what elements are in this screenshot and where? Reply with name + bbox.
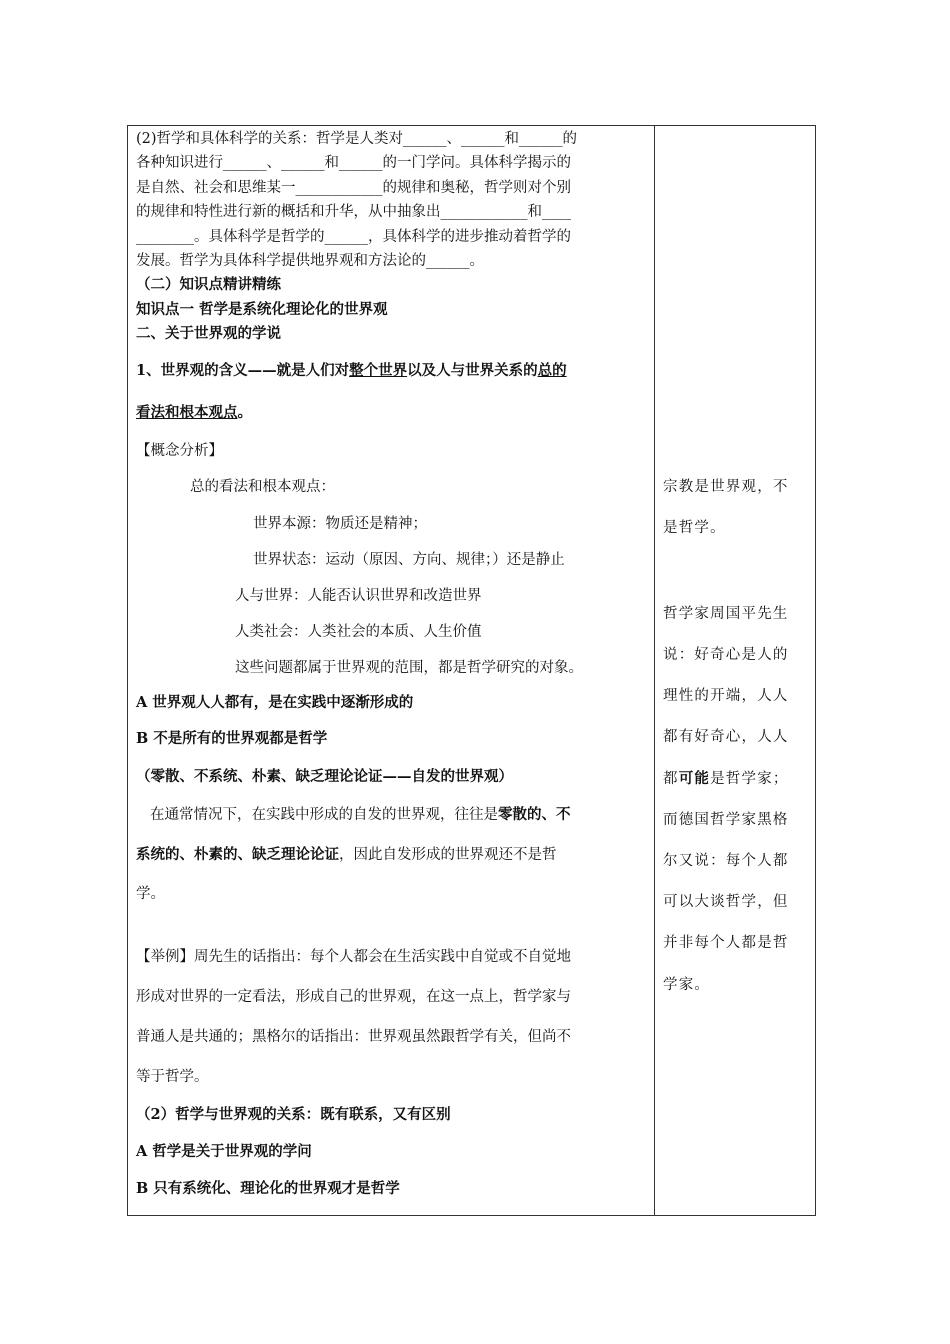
definition-underline: 看法和根本观点 — [136, 404, 238, 421]
side-note-line: 而德国哲学家黑格 — [663, 812, 789, 828]
relation-title: （2）哲学与世界观的关系：既有联系，又有区别 — [136, 1106, 451, 1123]
side-note-line: 是哲学。 — [663, 520, 726, 536]
knowledge-point-heading: 知识点一 哲学是系统化理论化的世界观 — [136, 301, 388, 318]
text-line: 是自然、社会和思维某一____________的规律和奥秘，哲学则对个别 — [136, 180, 571, 196]
paragraph-line — [136, 846, 557, 864]
paragraph-line — [150, 806, 571, 824]
side-note-line: 都有好奇心，人人 — [663, 729, 789, 745]
example-line: 普通人是共通的；黑格尔的话指出：世界观虽然跟哲学有关，但尚不 — [136, 1029, 571, 1045]
definition-line — [136, 404, 252, 422]
paragraph-bold: 零散的、不 — [498, 806, 571, 823]
side-note-line: 并非每个人都是哲 — [663, 935, 789, 951]
point-a: A 世界观人人都有，是在实践中逐渐形成的 — [136, 694, 414, 711]
definition-underline: 总的 — [537, 362, 567, 379]
definition-text: 。 — [237, 404, 252, 421]
side-note-text: 是哲学家； — [710, 771, 789, 787]
side-note-line: 理性的开端，人人 — [663, 688, 789, 704]
relation-b: B 只有系统化、理论化的世界观才是哲学 — [136, 1180, 400, 1197]
column-divider — [654, 126, 655, 1215]
example-line: 等于哲学。 — [136, 1069, 209, 1085]
content-table — [127, 125, 816, 1216]
side-note-line: 说：好奇心是人的 — [663, 647, 789, 663]
text-line: ________。具体科学是哲学的______，具体科学的进步推动着哲学的 — [136, 229, 571, 245]
concept-item: 世界本源：物质还是精神； — [253, 516, 427, 532]
side-note-line: 宗教是世界观，不 — [663, 479, 789, 495]
side-note-text: 都 — [663, 771, 679, 787]
definition-text: 以及人与世界关系的 — [407, 362, 538, 379]
definition-text: 1、世界观的含义——就是人们对 — [136, 362, 350, 379]
subsection-heading: 二、关于世界观的学说 — [136, 325, 281, 342]
paragraph-text: ，因此自发形成的世界观还不是哲 — [339, 847, 557, 863]
side-note-line: 学家。 — [663, 977, 711, 993]
side-note-line — [663, 770, 789, 788]
point-b-note: （零散、不系统、朴素、缺乏理论论证——自发的世界观） — [136, 768, 513, 785]
concept-title: 【概念分析】 — [136, 443, 223, 459]
concept-item: 人与世界：人能否认识世界和改造世界 — [235, 588, 482, 604]
side-note-bold: 可能 — [678, 770, 711, 787]
section-heading: （二）知识点精讲精练 — [136, 276, 281, 293]
concept-item: 人类社会：人类社会的本质、人生价值 — [235, 624, 482, 640]
concept-item: 这些问题都属于世界观的范围，都是哲学研究的对象。 — [235, 660, 583, 676]
side-note-line: 尔又说：每个人都 — [663, 853, 789, 869]
text-line: (2)哲学和具体科学的关系：哲学是人类对______、______和______的 — [136, 131, 578, 147]
example-line: 形成对世界的一定看法，形成自己的世界观，在这一点上，哲学家与 — [136, 989, 571, 1005]
relation-a: A 哲学是关于世界观的学问 — [136, 1143, 312, 1160]
paragraph-text: 在通常情况下，在实践中形成的自发的世界观，往往是 — [150, 807, 498, 823]
concept-item: 总的看法和根本观点： — [190, 479, 335, 495]
example-line: 【举例】周先生的话指出：每个人都会在生活实践中自觉或不自觉地 — [136, 949, 571, 965]
text-line: 的规律和特性进行新的概括和升华，从中抽象出____________和____ — [136, 204, 571, 220]
text-line: 各种知识进行______、______和______的一门学问。具体科学揭示的 — [136, 155, 571, 171]
point-b: B 不是所有的世界观都是哲学 — [136, 730, 328, 747]
side-note-line: 可以大谈哲学，但 — [663, 894, 789, 910]
text-line: 发展。哲学为具体科学提供地界观和方法论的______。 — [136, 253, 484, 269]
paragraph-bold: 系统的、朴素的、缺乏理论论证 — [136, 846, 339, 863]
definition-line — [136, 362, 567, 380]
concept-item: 世界状态：运动（原因、方向、规律；）还是静止 — [253, 552, 565, 568]
side-note-line: 哲学家周国平先生 — [663, 606, 789, 622]
definition-underline: 整个世界 — [349, 362, 408, 379]
paragraph-line: 学。 — [136, 886, 165, 902]
